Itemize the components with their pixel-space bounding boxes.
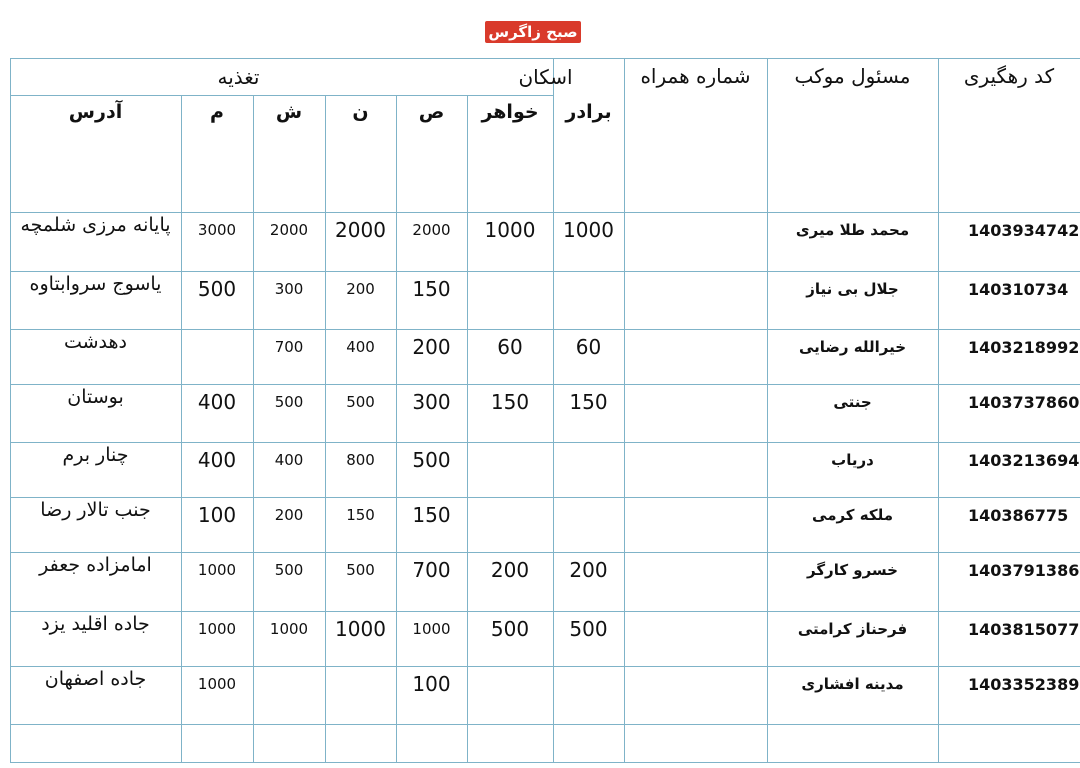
header-sisters: خواهر — [481, 101, 539, 123]
header-dinner: ش — [275, 101, 303, 123]
cell-address: امامزاده جعفر — [39, 554, 152, 576]
cell-address: یاسوج سروابتاوه — [29, 273, 162, 295]
cell-tracking-code: 140310734 — [968, 279, 1069, 299]
column-divider — [396, 95, 397, 762]
cell-tracking-code: 1403815077 — [968, 619, 1080, 639]
row-divider — [10, 724, 1080, 725]
row-divider — [10, 552, 1080, 553]
cell-dinner: 1000 — [269, 620, 309, 638]
cell-breakfast: 2000 — [412, 221, 451, 239]
cell-dinner: 500 — [274, 561, 304, 579]
cell-breakfast: 150 — [412, 503, 451, 527]
cell-m: 100 — [197, 503, 237, 527]
cell-lunch: 200 — [346, 280, 375, 298]
column-divider — [253, 95, 254, 762]
row-divider — [10, 442, 1080, 443]
cell-sisters — [467, 444, 553, 476]
cell-mokeb-manager: جلال بی نیاز — [806, 280, 899, 298]
cell-mobile — [624, 386, 767, 418]
cell-brothers — [553, 444, 624, 476]
cell-tracking-code: 140386775 — [968, 505, 1069, 525]
cell-mokeb-manager: دریاب — [831, 451, 874, 469]
cell-mobile — [624, 273, 767, 305]
cell-address: جاده اصفهان — [44, 668, 147, 690]
cell-tracking-code: 1403352389 — [968, 674, 1080, 694]
cell-brothers: 150 — [569, 390, 608, 414]
cell-m — [181, 331, 253, 363]
cell-dinner: 500 — [274, 393, 304, 411]
cell-dinner: 400 — [274, 451, 304, 469]
header-mokeb-manager: مسئول موکب — [794, 64, 911, 88]
cell-brothers — [553, 273, 624, 305]
header-lunch: ن — [352, 101, 369, 123]
cell-dinner: 2000 — [269, 221, 309, 239]
header-m: م — [210, 101, 224, 123]
cell-mobile — [624, 613, 767, 645]
cell-lunch: 800 — [346, 451, 375, 469]
cell-m: 400 — [197, 390, 237, 414]
cell-address: جنب تالار رضا — [40, 499, 151, 521]
cell-m: 1000 — [197, 561, 237, 579]
cell-tracking-code: 1403791386 — [968, 560, 1080, 580]
cell-dinner: 700 — [274, 338, 304, 356]
row-divider — [10, 329, 1080, 330]
cell-sisters: 200 — [490, 558, 530, 582]
cell-brothers: 1000 — [563, 218, 614, 242]
cell-mokeb-manager: ملکه کرمی — [812, 506, 893, 524]
cell-dinner — [253, 668, 325, 700]
cell-m: 400 — [197, 448, 237, 472]
cell-mobile — [624, 214, 767, 246]
cell-lunch: 150 — [346, 506, 375, 524]
column-divider — [325, 95, 326, 762]
cell-address: دهدشت — [63, 331, 128, 353]
cell-mokeb-manager: مدینه افشاری — [801, 675, 904, 693]
table-border-left — [10, 58, 11, 762]
cell-dinner: 300 — [274, 280, 304, 298]
cell-breakfast: 300 — [412, 390, 451, 414]
cell-tracking-code: 1403213694 — [968, 450, 1080, 470]
subheader-divider — [10, 95, 553, 96]
cell-lunch — [325, 668, 396, 700]
cell-mokeb-manager: جنتی — [833, 393, 872, 411]
row-divider — [10, 212, 1080, 213]
cell-mokeb-manager: خیرالله رضایی — [798, 338, 907, 356]
cell-address: جاده اقلید یزد — [41, 613, 150, 635]
header-breakfast: ص — [418, 101, 445, 123]
column-divider — [938, 58, 939, 762]
cell-tracking-code: 1403737860 — [968, 392, 1080, 412]
header-accommodation: اسکان — [518, 64, 573, 89]
row-divider — [10, 666, 1080, 667]
row-divider — [10, 384, 1080, 385]
cell-mobile — [624, 668, 767, 700]
cell-lunch: 500 — [346, 393, 375, 411]
cell-lunch: 500 — [346, 561, 375, 579]
cell-m: 1000 — [197, 620, 237, 638]
cell-brothers: 60 — [575, 335, 602, 359]
cell-breakfast: 200 — [412, 335, 451, 359]
cell-mobile — [624, 331, 767, 363]
cell-mobile — [624, 554, 767, 586]
cell-brothers: 200 — [569, 558, 608, 582]
cell-sisters — [467, 668, 553, 700]
cell-tracking-code: 1403934742 — [968, 220, 1080, 240]
row-divider — [10, 762, 1080, 763]
cell-mobile — [624, 444, 767, 476]
cell-lunch: 2000 — [335, 218, 386, 242]
row-divider — [10, 611, 1080, 612]
row-divider — [10, 271, 1080, 272]
cell-breakfast: 1000 — [412, 620, 451, 638]
cell-address: پایانه مرزی شلمچه — [20, 214, 171, 236]
cell-lunch: 400 — [346, 338, 375, 356]
cell-breakfast: 500 — [412, 448, 451, 472]
cell-sisters: 150 — [490, 390, 530, 414]
cell-sisters: 500 — [490, 617, 530, 641]
cell-sisters — [467, 273, 553, 305]
row-divider — [10, 497, 1080, 498]
cell-m: 3000 — [197, 221, 237, 239]
cell-breakfast: 150 — [412, 277, 451, 301]
cell-brothers: 500 — [569, 617, 608, 641]
cell-address: بوستان — [67, 386, 124, 408]
cell-sisters — [467, 499, 553, 531]
column-divider — [181, 95, 182, 762]
logo-text: صبح زاگرس — [488, 23, 578, 41]
cell-mokeb-manager: خسرو کارگر — [807, 561, 898, 579]
cell-m: 500 — [197, 277, 237, 301]
cell-mobile — [624, 499, 767, 531]
header-address: آدرس — [68, 101, 123, 123]
cell-sisters: 1000 — [484, 218, 536, 242]
cell-brothers — [553, 499, 624, 531]
header-nutrition: تغذیه — [217, 64, 260, 89]
header-tracking-code: کد رهگیری — [963, 64, 1055, 88]
cell-dinner: 200 — [274, 506, 304, 524]
cell-sisters: 60 — [497, 335, 523, 359]
cell-address: چنار برم — [62, 444, 129, 466]
header-mobile: شماره همراه — [640, 64, 751, 88]
cell-m: 1000 — [197, 675, 237, 693]
cell-breakfast: 100 — [412, 672, 451, 696]
cell-lunch: 1000 — [335, 617, 386, 641]
cell-mokeb-manager: فرحناز کرامتی — [797, 620, 908, 638]
cell-mokeb-manager: محمد طلا میری — [795, 221, 910, 239]
cell-brothers — [553, 668, 624, 700]
cell-breakfast: 700 — [412, 558, 451, 582]
column-divider — [467, 95, 468, 762]
cell-tracking-code: 1403218992 — [968, 337, 1080, 357]
header-brothers: برادر — [565, 101, 612, 123]
